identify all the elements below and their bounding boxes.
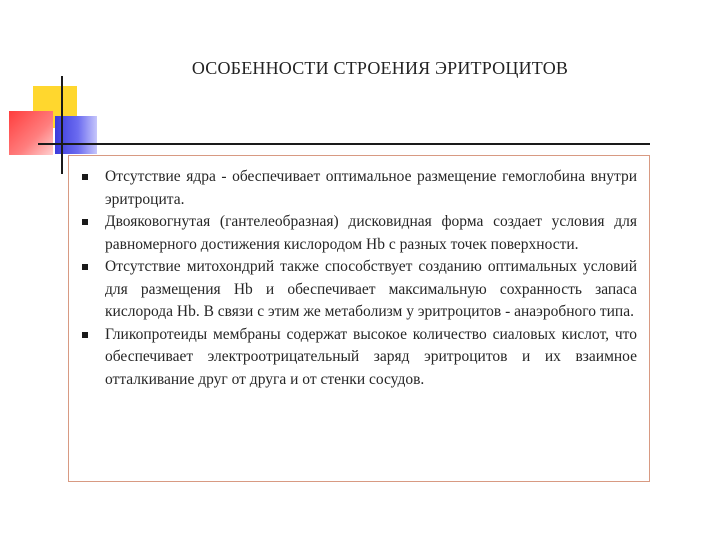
bullet-text: Двояковогнутая (гантелеобразная) дисковидная форма создает условия для равномерного достижения кислородом Hb с разных точек поверхности. xyxy=(105,213,637,253)
bullet-text: Отсутствие митохондрий также способствует созданию оптимальных условий для размещения Hb и обеспечивает максимальную сохранность запаса кислорода Hb. В связи с этим же метаболизм у эритроцитов - анаэробного типа. xyxy=(105,258,637,320)
list-item xyxy=(69,256,649,324)
decor-red-square xyxy=(9,111,53,155)
title-divider-line xyxy=(38,143,650,145)
list-item xyxy=(69,211,649,256)
square-bullet-icon xyxy=(82,332,88,338)
bullet-text: Отсутствие ядра - обеспечивает оптимальное размещение гемоглобина внутри эритроцита. xyxy=(105,168,637,208)
bullet-text: Гликопротеиды мембраны содержат высокое количество сиаловых кислот, что обеспечивает электроотрицательный заряд эритроцитов и их взаимное отталкивание друг от друга и от стенки сосудов. xyxy=(105,325,637,388)
list-item xyxy=(69,324,649,392)
list-item xyxy=(69,166,649,211)
slide-title: ОСОБЕННОСТИ СТРОЕНИЯ ЭРИТРОЦИТОВ xyxy=(191,58,569,78)
decor-vertical-line xyxy=(61,76,63,174)
square-bullet-icon xyxy=(82,219,88,225)
square-bullet-icon xyxy=(82,174,88,180)
content-box xyxy=(68,155,650,482)
bullet-list xyxy=(69,166,649,391)
square-bullet-icon xyxy=(82,264,88,270)
